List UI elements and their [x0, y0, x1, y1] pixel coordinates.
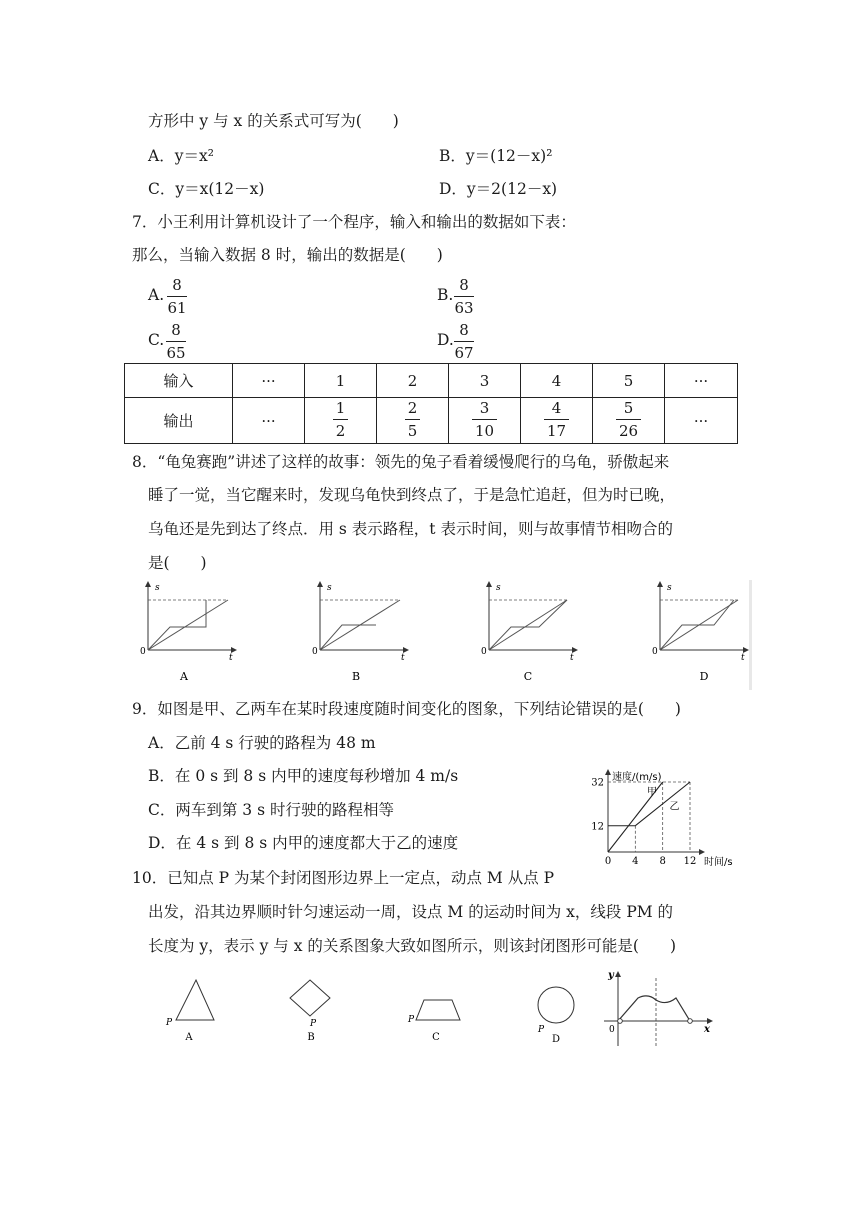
axis-s-label: s — [667, 583, 672, 593]
q10-yx-graph — [600, 966, 720, 1052]
cell-ellipsis-left: ··· — [233, 398, 305, 444]
graph-label-a: A — [180, 670, 188, 683]
axis-t-label: t — [229, 653, 233, 663]
fraction-denominator: 61 — [167, 299, 187, 317]
q8-graph-a — [128, 578, 248, 686]
fraction-denominator: 17 — [546, 422, 567, 440]
fraction-numerator: 1 — [335, 399, 346, 417]
graph-label-d: D — [699, 670, 709, 683]
q6-stem: 方形中 y 与 x 的关系式可写为( ) — [148, 112, 399, 130]
fraction-denominator: 67 — [454, 344, 474, 362]
fraction-numerator: 4 — [551, 399, 562, 417]
fraction-numerator: 8 — [172, 276, 182, 294]
q9-option-a: A．乙前 4 s 行驶的路程为 48 m — [148, 734, 376, 752]
fraction-numerator: 5 — [623, 399, 634, 417]
series-label-0: 甲 — [646, 787, 657, 799]
q9-velocity-chart — [586, 766, 746, 870]
cell-ellipsis-right: ··· — [665, 398, 738, 444]
row-header-output: 输出 — [125, 398, 233, 444]
io-table — [124, 363, 738, 444]
x-tick-label-1: 4 — [632, 856, 639, 867]
fraction-denominator: 2 — [335, 422, 346, 440]
q6-option-c: C．y＝x(12－x) — [148, 180, 265, 198]
cell-input-2: 2 — [377, 364, 449, 398]
cell-output-1 — [305, 398, 377, 444]
cell-output-5 — [593, 398, 665, 444]
q8-graph-b — [296, 578, 416, 686]
q6-option-b: B．y＝(12－x)² — [439, 147, 553, 165]
fraction-denominator: 10 — [474, 422, 495, 440]
cell-ellipsis-right: ··· — [665, 364, 738, 398]
shape-label-d: D — [551, 1034, 561, 1045]
shape-label-c: C — [432, 1032, 440, 1043]
fraction-numerator: 8 — [459, 321, 469, 339]
q10-stem-line1 — [132, 871, 554, 887]
cell-input-5: 5 — [593, 364, 665, 398]
q7-option-a-label: A. — [148, 286, 165, 304]
q10-shape-b-rhombus — [278, 976, 342, 1046]
graph-label-c: C — [523, 670, 533, 683]
q10-stem-line3: 长度为 y，表示 y 与 x 的关系图象大致如图所示，则该封闭图形可能是( ) — [148, 937, 676, 955]
axis-t-label: t — [570, 653, 574, 663]
q9-option-b: B．在 0 s 到 8 s 内甲的速度每秒增加 4 m/s — [148, 767, 459, 785]
q7-option-c-fraction — [166, 323, 186, 361]
origin-label: 0 — [609, 1025, 615, 1035]
q8-stem-line1: 8．“龟兔赛跑”讲述了这样的故事：领先的兔子看着缓慢爬行的乌龟，骄傲起来 — [132, 453, 670, 471]
axis-s-label: s — [496, 583, 501, 593]
axis-s-label: s — [155, 583, 160, 593]
chart-y-axis-label: 速度/(m/s) — [612, 772, 662, 783]
q6-option-a: A．y＝x² — [148, 147, 214, 165]
fraction-numerator: 3 — [479, 399, 490, 417]
y-axis-label: y — [608, 970, 614, 981]
q10-shape-d-circle — [528, 976, 592, 1046]
cell-output-4 — [521, 398, 593, 444]
point-p-label: P — [310, 1019, 317, 1029]
x-axis-label: x — [704, 1024, 710, 1035]
q9-stem: 9．如图是甲、乙两车在某时段速度随时间变化的图象，下列结论错误的是( ) — [132, 700, 681, 718]
cell-ellipsis-left: ··· — [233, 364, 305, 398]
point-p-label: P — [408, 1015, 415, 1025]
q9-option-c: C．两车到第 3 s 时行驶的路程相等 — [148, 801, 394, 819]
q10-shape-c-trapezoid — [402, 976, 472, 1046]
x-tick-label-3: 12 — [683, 856, 697, 867]
q10-stem-line2: 出发，沿其边界顺时针匀速运动一周，设点 M 的运动时间为 x，线段 PM 的 — [148, 903, 674, 921]
q7-stem-line1: 7．小王利用计算机设计了一个程序，输入和输出的数据如下表： — [132, 213, 576, 231]
q7-option-b-label: B. — [437, 286, 454, 304]
fraction-numerator: 8 — [171, 321, 181, 339]
axis-t-label: t — [401, 653, 405, 663]
origin-label: 0 — [481, 647, 487, 657]
fraction-denominator: 63 — [454, 299, 474, 317]
origin-label: 0 — [652, 647, 658, 657]
q8-stem-line3: 乌龟还是先到达了终点．用 s 表示路程，t 表示时间，则与故事情节相吻合的 — [148, 520, 673, 538]
q7-option-d-fraction — [454, 323, 474, 361]
origin-label: 0 — [312, 647, 318, 657]
series-label-1: 乙 — [669, 801, 680, 813]
q8-graph-c — [467, 578, 587, 686]
cell-output-3 — [449, 398, 521, 444]
q8-stem-line2: 睡了一觉，当它醒来时，发现乌龟快到终点了，于是急忙追赶，但为时已晚， — [148, 486, 676, 504]
origin-label: 0 — [140, 647, 146, 657]
q10-shape-a-triangle — [158, 976, 222, 1046]
fraction-denominator: 65 — [166, 344, 186, 362]
axis-s-label: s — [327, 583, 332, 593]
cell-input-1: 1 — [305, 364, 377, 398]
cell-output-2 — [377, 398, 449, 444]
q10-stem-text: 10．已知点 P 为某个封闭图形边界上一定点，动点 M 从点 P — [132, 869, 555, 887]
q9-option-d: D．在 4 s 到 8 s 内甲的速度都大于乙的速度 — [148, 834, 459, 852]
q7-option-d-label: D. — [437, 331, 454, 349]
q7-option-a-fraction — [167, 278, 187, 316]
point-p-label: P — [538, 1025, 545, 1035]
x-tick-label-0: 0 — [604, 856, 612, 867]
table-row-output — [125, 398, 738, 444]
y-tick-label-0: 12 — [591, 821, 604, 833]
table-row-input — [125, 364, 738, 398]
q8-stem-line4: 是( ) — [148, 554, 207, 572]
axis-t-label: t — [741, 653, 745, 663]
fraction-denominator: 5 — [407, 422, 418, 440]
graph-label-b: B — [351, 670, 361, 683]
row-header-input: 输入 — [125, 364, 233, 398]
q6-option-d: D．y＝2(12－x) — [439, 180, 558, 198]
fraction-numerator: 2 — [407, 399, 418, 417]
cell-input-3: 3 — [449, 364, 521, 398]
shape-label-a: A — [185, 1032, 193, 1043]
point-p-label: P — [166, 1018, 173, 1028]
fraction-numerator: 8 — [459, 276, 469, 294]
chart-x-axis-label: 时间/s — [704, 857, 733, 868]
fraction-denominator: 26 — [618, 422, 639, 440]
y-tick-label-1: 32 — [591, 777, 604, 789]
x-tick-label-2: 8 — [659, 856, 666, 867]
q7-option-c-label: C. — [148, 331, 165, 349]
q7-stem-line2: 那么，当输入数据 8 时，输出的数据是( ) — [132, 246, 443, 264]
q7-option-b-fraction — [454, 278, 474, 316]
q8-graph-d — [638, 578, 758, 686]
shape-label-b: B — [307, 1032, 315, 1043]
scan-edge-shadow — [749, 580, 752, 690]
cell-input-4: 4 — [521, 364, 593, 398]
